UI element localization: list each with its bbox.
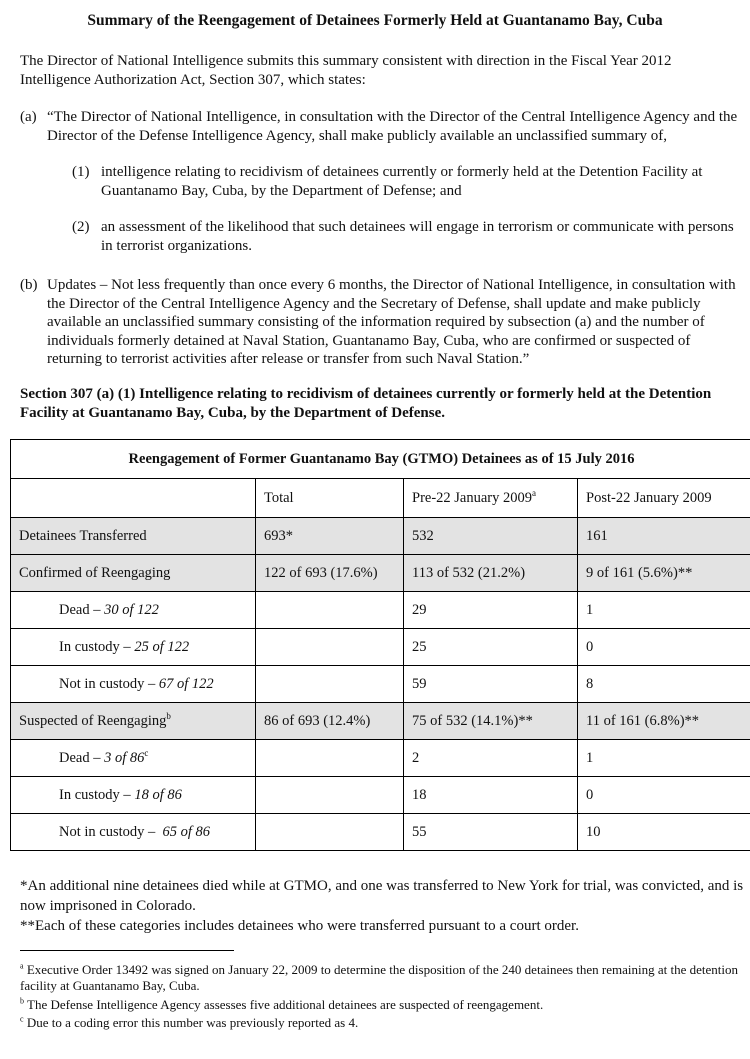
sub-item-2-label: (2) <box>72 219 90 235</box>
item-a-text: “The Director of National Intelligence, in consultation with the Director of the Central Intelligence Agency and the Director of the Defense Intelligence Agency, shall make publicly available an unclassified summary of, <box>47 109 738 144</box>
cell-post: 9 of 161 (5.6%)** <box>578 555 750 592</box>
table-row <box>11 555 750 592</box>
footnote-divider <box>20 950 234 951</box>
cell-total <box>256 666 404 703</box>
cell-post: 1 <box>578 592 750 629</box>
header-total: Total <box>256 479 404 518</box>
footnote-a: $^a$ Executive Order 13492 was signed on January 22, 2009 to determine the disposition of the 240 detainees then remaining at the detention facility at Guantanamo Bay, Cuba. <box>20 961 739 993</box>
footnote-c: $^c$ Due to a coding error this number was previously reported as 4. <box>20 1014 359 1030</box>
cell-total <box>256 592 404 629</box>
cell-pre: 113 of 532 (21.2%) <box>404 555 578 592</box>
row-label: Dead – 30 of 122 <box>11 592 256 629</box>
sub-item-1-text: intelligence relating to recidivism of detainees currently or formerly held at the Detention Facility at Guantanamo Bay, Cuba, by the Department of Defense; and <box>101 164 703 199</box>
item-b <box>20 276 748 371</box>
cell-post: 10 <box>578 814 750 851</box>
footnote-a-mark: a <box>20 961 24 971</box>
cell-total: 122 of 693 (17.6%) <box>256 555 404 592</box>
item-a-label: (a) <box>20 109 37 125</box>
document-title: Summary of the Reengagement of Detainees Formerly Held at Guantanamo Bay, Cuba <box>87 12 663 29</box>
header-pre <box>404 479 578 518</box>
row-label: Not in custody – 65 of 86 <box>11 814 256 851</box>
intro-paragraph: The Director of National Intelligence submits this summary consistent with direction in the Fiscal Year 2012 Intelligence Authorization Act, Section 307, which states: <box>20 53 672 88</box>
cell-pre: 55 <box>404 814 578 851</box>
cell-total <box>256 740 404 777</box>
table-row <box>11 592 750 629</box>
row-label: Detainees Transferred <box>11 518 256 555</box>
cell-pre: 29 <box>404 592 578 629</box>
cell-post: 0 <box>578 629 750 666</box>
header-pre-footnote-mark: a <box>532 487 537 498</box>
table-row <box>11 814 750 851</box>
footnote-b-mark: b <box>20 996 24 1006</box>
sub-item-2-text: an assessment of the likelihood that such detainees will engage in terrorism or communicate with persons in terrorist organizations. <box>101 219 734 254</box>
table-row <box>11 518 750 555</box>
cell-pre: 25 <box>404 629 578 666</box>
sub-item-2 <box>72 218 742 258</box>
footnote-c-mark: c <box>20 1014 24 1024</box>
footnote-mark: b <box>166 710 171 721</box>
cell-pre: 59 <box>404 666 578 703</box>
sub-item-1 <box>72 163 742 203</box>
footnote-b: $^b$ The Defense Intelligence Agency assesses five additional detainees are suspected of reengagement. <box>20 996 544 1012</box>
cell-pre: 75 of 532 (14.1%)** <box>404 703 578 740</box>
cell-post: 1 <box>578 740 750 777</box>
cell-total: 86 of 693 (12.4%) <box>256 703 404 740</box>
item-b-text: Updates – Not less frequently than once every 6 months, the Director of National Intelligence, in consultation with the Director of the Central Intelligence Agency and the Secretary of Defense, shall update and make publicly available an unclassified summary consisting of the information required by subsection (a) and the number of individuals formerly detained at Naval Station, Guantanamo Bay, Cuba, who are confirmed or suspected of returning to terrorist activities after release or transfer from such Naval Station.” <box>47 277 736 367</box>
table-caption: Reengagement of Former Guantanamo Bay (GTMO) Detainees as of 15 July 2016 <box>11 440 750 479</box>
row-label: In custody – 18 of 86 <box>11 777 256 814</box>
header-post: Post-22 January 2009 <box>578 479 750 518</box>
cell-post: 161 <box>578 518 750 555</box>
table-row <box>11 777 750 814</box>
cell-total: 693* <box>256 518 404 555</box>
reengagement-table <box>10 439 750 851</box>
table-row <box>11 740 750 777</box>
cell-pre: 532 <box>404 518 578 555</box>
item-a <box>20 108 748 148</box>
header-blank <box>11 479 256 518</box>
item-b-label: (b) <box>20 277 38 293</box>
section-heading: Section 307 (a) (1) Intelligence relating to recidivism of detainees currently or formerly held at the Detention Facility at Guantanamo Bay, Cuba, by the Department of Defense. <box>20 386 712 421</box>
cell-total <box>256 629 404 666</box>
table-row <box>11 629 750 666</box>
header-pre-label: Pre-22 January 2009 <box>412 489 533 506</box>
row-label: Confirmed of Reengaging <box>11 555 256 592</box>
table-caption-row <box>11 440 750 479</box>
cell-post: 0 <box>578 777 750 814</box>
table-row <box>11 703 750 740</box>
cell-post: 11 of 161 (6.8%)** <box>578 703 750 740</box>
row-label: Suspected of Reengaging$^b$ <box>11 703 256 740</box>
cell-total <box>256 814 404 851</box>
sub-item-1-label: (1) <box>72 164 90 180</box>
cell-pre: 2 <box>404 740 578 777</box>
cell-post: 8 <box>578 666 750 703</box>
footnote-mark: c <box>144 747 149 758</box>
cell-pre: 18 <box>404 777 578 814</box>
row-label: In custody – 25 of 122 <box>11 629 256 666</box>
row-label: Not in custody – 67 of 122 <box>11 666 256 703</box>
cell-total <box>256 777 404 814</box>
table-header-row <box>11 479 750 518</box>
note-single-star: *An additional nine detainees died while at GTMO, and one was transferred to New York for trial, was convicted, and is now imprisoned in Colorado. <box>20 878 744 914</box>
table-row <box>11 666 750 703</box>
note-double-star: **Each of these categories includes detainees who were transferred pursuant to a court order. <box>20 918 579 934</box>
row-label: Dead – 3 of 86$^c$ <box>11 740 256 777</box>
